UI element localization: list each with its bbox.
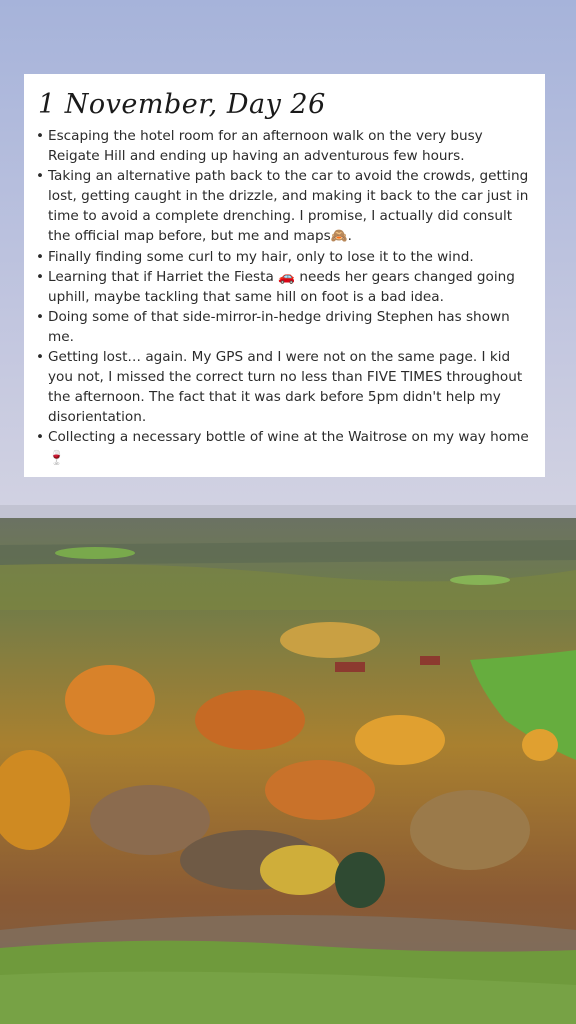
list-item: • Getting lost… again. My GPS and I were not on the same page. I kid you not, I missed the correct turn no less than FIVE TIMES throughout the afternoon. The fact that it was dark before 5pm didn't help my disorientation. <box>36 347 535 427</box>
journal-list <box>36 126 535 468</box>
list-item: • Taking an alternative path back to the car to avoid the crowds, getting lost, getting caught in the drizzle, and making it back to the car just in time to avoid a complete drenching. I promise, I actually did consult the official map before, but me and maps🙈. <box>36 166 535 246</box>
journal-title: 1 November, Day 26 <box>38 89 326 120</box>
list-item: • Collecting a necessary bottle of wine at the Waitrose on my way home 🍷 <box>36 427 535 467</box>
journal-card <box>24 74 545 477</box>
list-item: • Finally finding some curl to my hair, only to lose it to the wind. <box>36 247 535 267</box>
list-item: • Doing some of that side-mirror-in-hedge driving Stephen has shown me. <box>36 307 535 347</box>
list-item: • Learning that if Harriet the Fiesta 🚗 needs her gears changed going uphill, maybe tackling that same hill on foot is a bad idea. <box>36 267 535 307</box>
list-item: • Escaping the hotel room for an afternoon walk on the very busy Reigate Hill and ending up having an adventurous few hours. <box>36 126 535 166</box>
